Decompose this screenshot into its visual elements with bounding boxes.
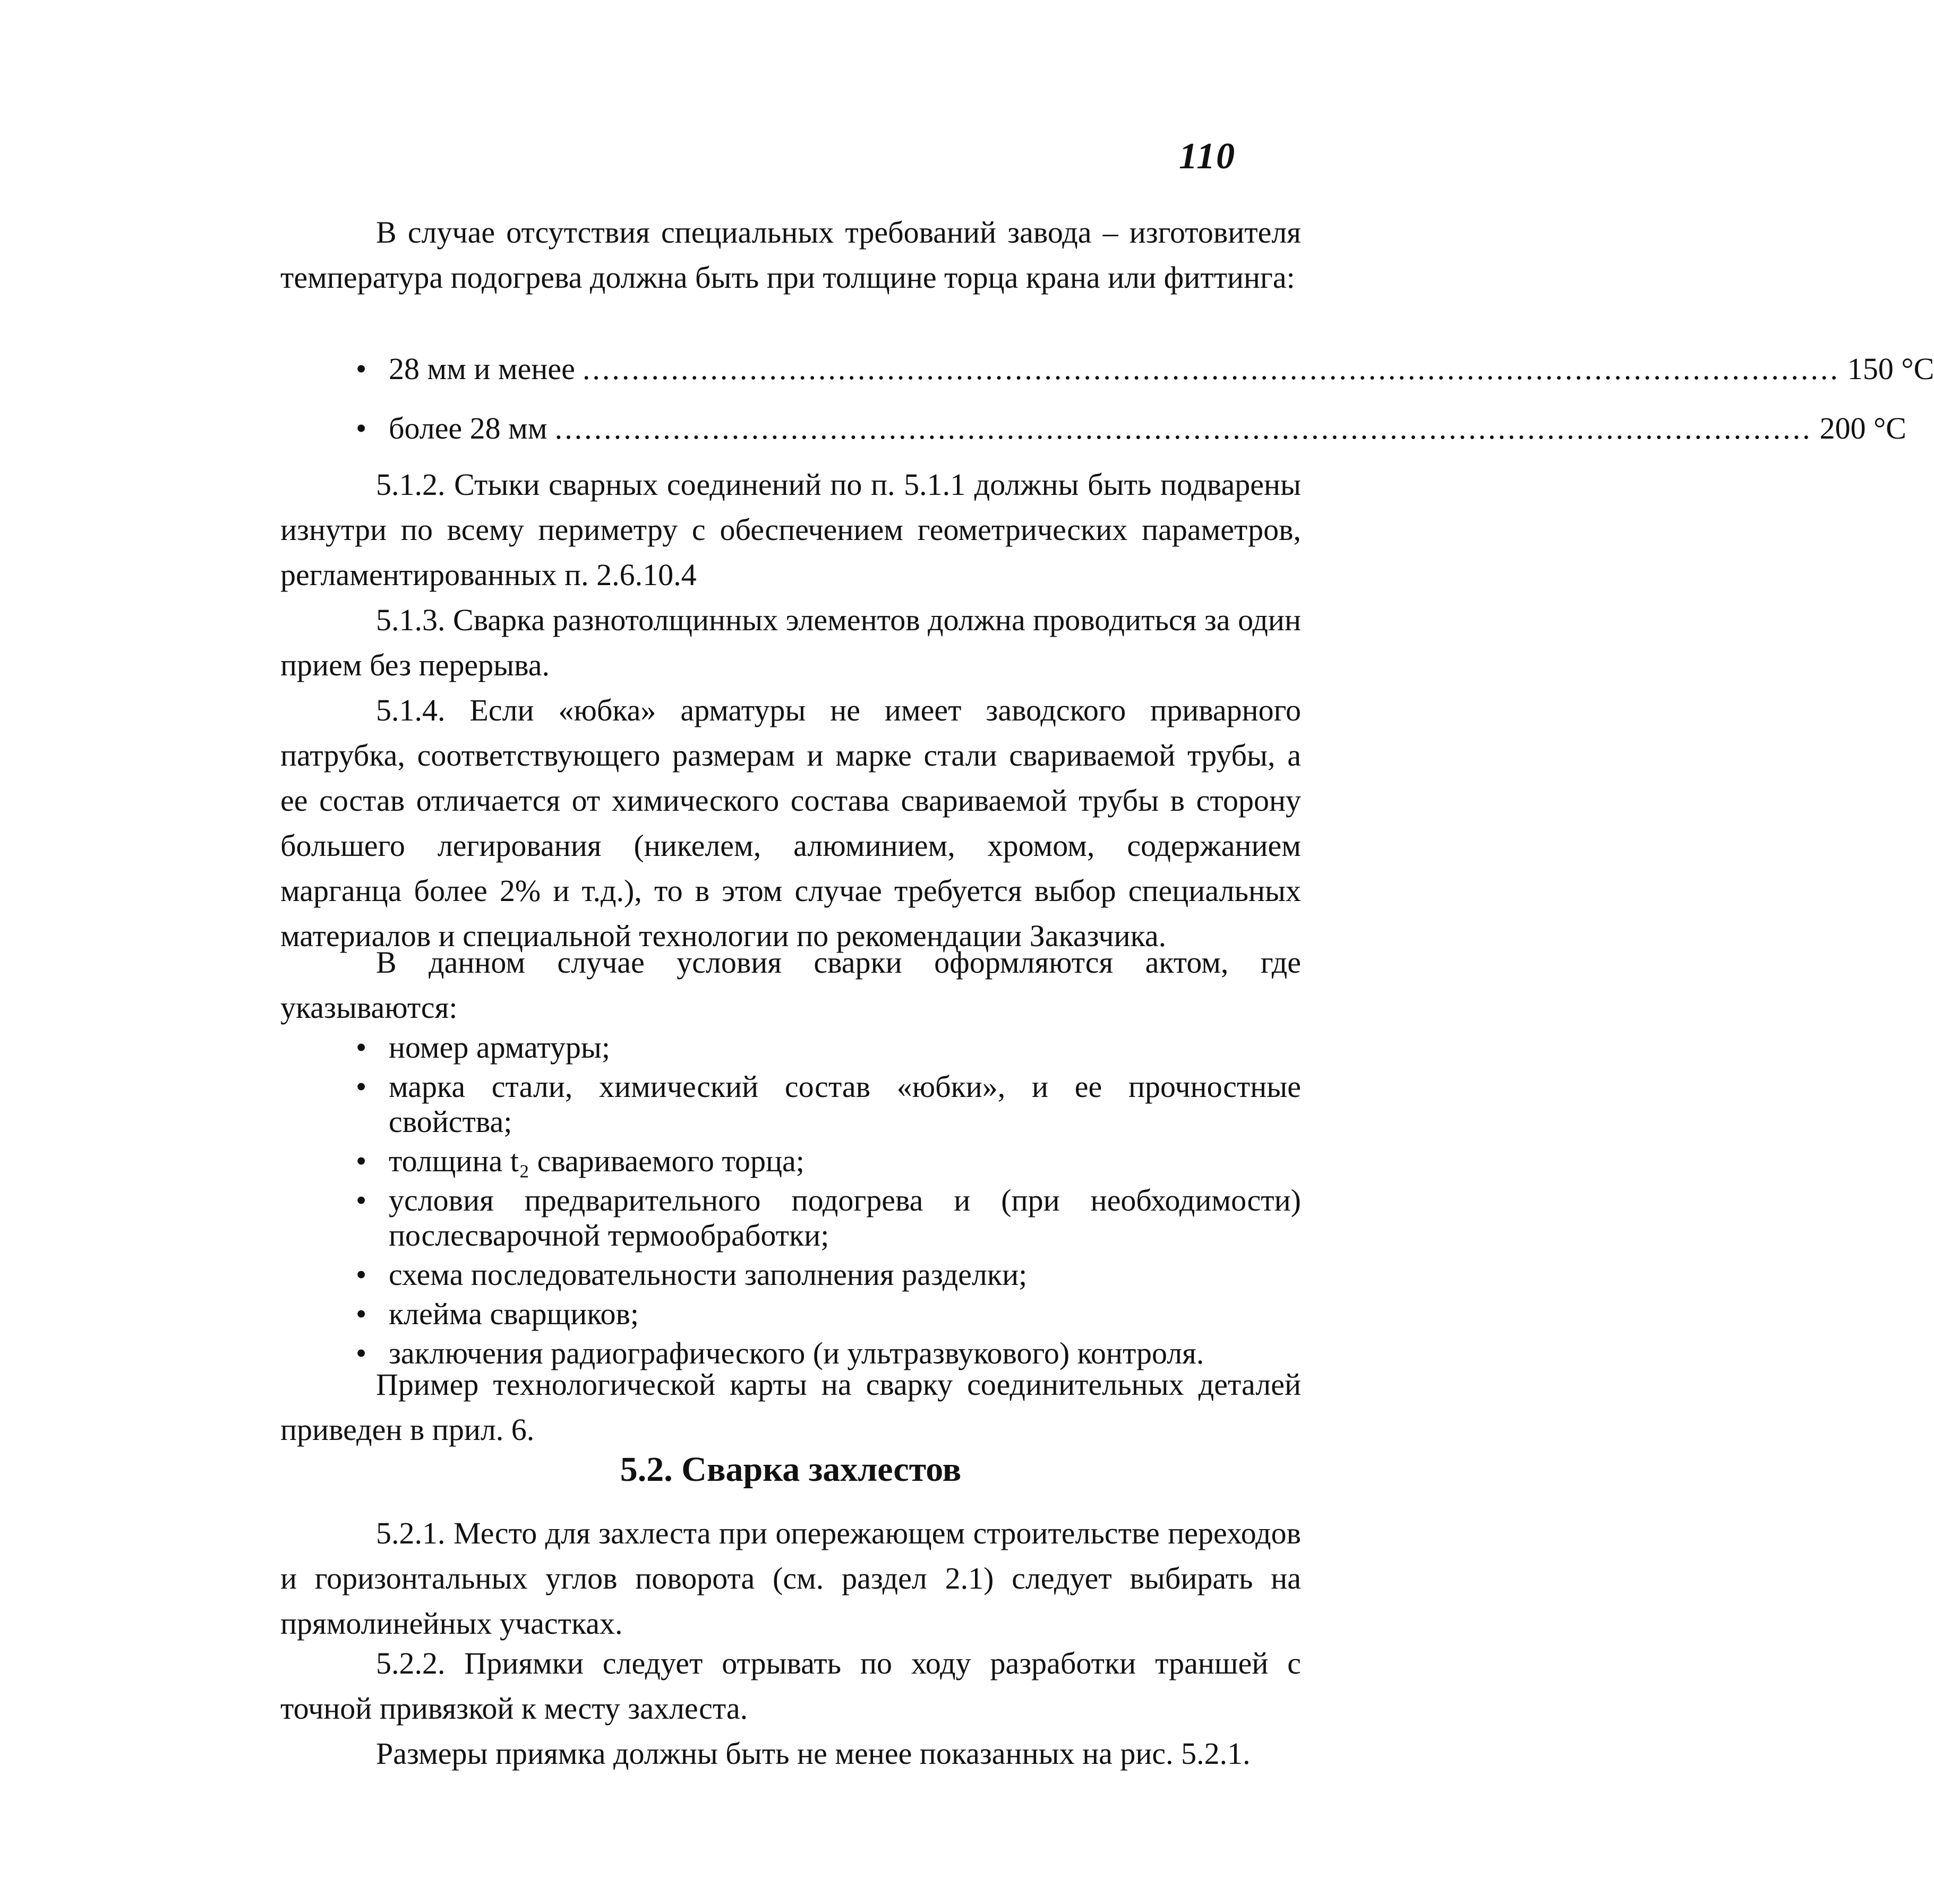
paragraph-last-block [280,1731,1301,1776]
paragraph-last: Размеры приямка должны быть не менее показанных на рис. 5.2.1. [376,1736,1251,1771]
paragraph-5-1-2: 5.1.2. Стыки сварных соединений по п. 5.1.1 должны быть подварены изнутри по всему периметру с обеспечением геометрических параметров, регламентированных п. 2.6.10.4 [280,467,1301,592]
temperature-row-value: 150 °C [1847,351,1934,386]
bullet-icon: • [356,1144,367,1178]
paragraph-5-1-2-block [280,462,1301,597]
bullet-icon: • [356,1336,367,1370]
intro-paragraph: В случае отсутствия специальных требований завода – изготовителя температура подогрева должна быть при толщине торца крана или фиттинга: [280,215,1301,295]
temperature-row [356,407,1906,450]
list-item: • схема последовательности заполнения разделки; [356,1257,1028,1292]
paragraph-5-1-4: 5.1.4. Если «юбка» арматуры не имеет заводского приварного патрубка, соответствующего размерам и марке стали свариваемой трубы, а ее состав отличается от химического состава свариваемой трубы в сторону большего легирования (никелем, алюминием, хромом, содержанием марганца более 2% и т.д.), то в этом случае требуется выбор специальных материалов и специальной технологии по рекомендации Заказчика. [280,693,1301,953]
paragraph-example: Пример технологической карты на сварку соединительных деталей приведен в прил. 6. [280,1367,1301,1447]
temperature-row-label: 28 мм и менее [389,351,575,386]
paragraph-5-2-2: 5.2.2. Приямки следует отрывать по ходу разработки траншей с точной привязкой к месту захлеста. [280,1646,1301,1726]
list-item: • условия предварительного подогрева и (при необходимости) послесварочной термообработки; [356,1183,1301,1253]
paragraph-5-2-1: 5.2.1. Место для захлеста при опережающем строительстве переходов и горизонтальных углов поворота (см. раздел 2.1) следует выбирать на прямолинейных участках. [280,1516,1301,1641]
paragraph-5-2-2-block [280,1641,1301,1731]
paragraph-example-block [280,1362,1301,1452]
bullet-icon: • [356,1030,367,1065]
temperature-row-value: 200 °C [1819,411,1906,445]
paragraph-5-1-4-block [280,688,1301,958]
list-item: • клейма сварщиков; [356,1297,639,1331]
section-heading: 5.2. Сварка захлестов [620,1450,962,1489]
bullet-icon: • [356,1257,367,1292]
bullet-icon: • [356,1069,367,1104]
bullet-icon: • [356,351,367,386]
list-item: • заключения радиографического (и ультразвукового) контроля. [356,1336,1204,1370]
page-number: 110 [1179,136,1236,177]
list-item: • толщина t₂ свариваемого торца; [356,1144,805,1178]
list-item: • номер арматуры; [356,1030,610,1065]
act-items-list [356,1030,1301,1375]
paragraph-5-1-3: 5.1.3. Сварка разнотолщинных элементов должна проводиться за один прием без перерыва. [280,603,1301,682]
bullet-icon: • [356,1183,367,1217]
paragraph-5-1-3-block [280,597,1301,688]
dot-leader: ................................................................................................................................ [582,351,1840,386]
temperature-row-label: более 28 мм [389,411,547,445]
dot-leader: ................................................................................................................................ [554,411,1812,445]
bullet-icon: • [356,411,367,445]
intro-paragraph-block [280,210,1301,300]
list-item: • марка стали, химический состав «юбки», и ее прочностные свойства; [356,1069,1301,1139]
temperature-row [356,348,1934,390]
bullet-icon: • [356,1297,367,1331]
paragraph-act: В данном случае условия сварки оформляются актом, где указываются: [280,945,1301,1025]
paragraph-5-2-1-block [280,1511,1301,1646]
paragraph-act-block [280,940,1301,1030]
